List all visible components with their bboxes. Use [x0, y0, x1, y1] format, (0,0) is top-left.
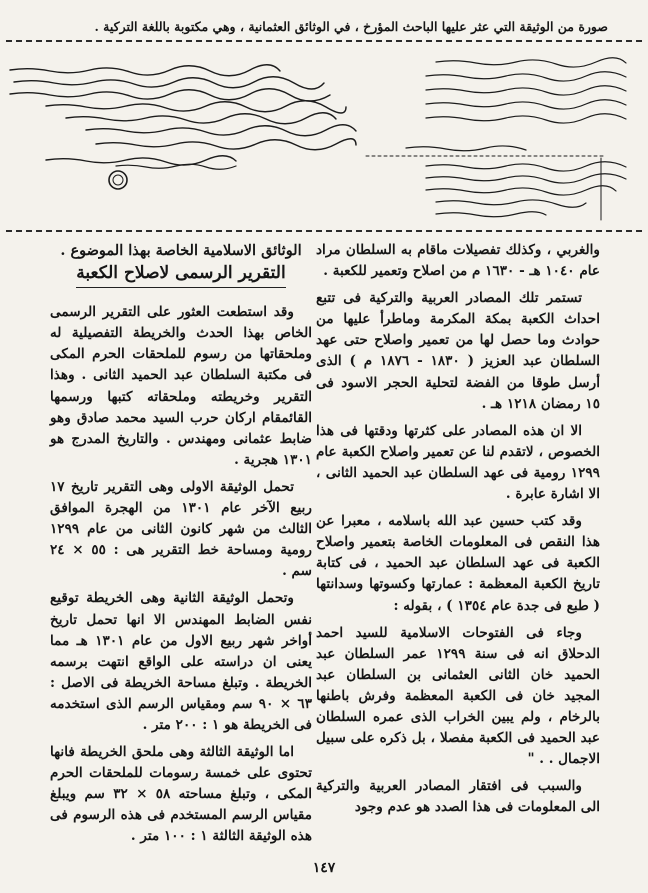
paragraph: تحمل الوثيقة الاولى وهى التقرير تاريخ ١٧ ربيع الآخر عام ١٣٠١ من الهجرة الموافق الثالث من شهر كانون الثانى من عام ١٢٩٩ رومية ومساحة خط التقرير هى : ٥٥ × ٢٤ سم . [50, 478, 312, 580]
paragraph: والسبب فى افتقار المصادر العربية والتركية الى المعلومات فى هذا الصدد هو عدم وجود [316, 778, 600, 816]
manuscript-scribbles [6, 48, 638, 224]
paragraph: الا ان هذه المصادر على كثرتها ودقتها فى هذا الخصوص ، لاتقدم لنا عن تعمير واصلاح الكعبة عام ١٢٩٩ رومية فى عهد السلطان عبد الحميد الثانى ، الا اشارة عابرة . [316, 422, 600, 503]
section-title-text: التقرير الرسمى لاصلاح الكعبة [76, 263, 285, 288]
section-heading: الوثائق الاسلامية الخاصة بهذا الموضوع . [60, 242, 302, 259]
paragraph: وقد استطعت العثور على التقرير الرسمى الخاص بهذا الحدث والخريطة التفصيلية له وملحقاتها من رسوم للملحقات الحرم المكى فى مكتبة السلطان عبد الحميد الثانى . وهذا التقرير وخريطته وملحقاته كتبها ورسمها القائمقام اركان حرب السيد محمد صادق وهو ضابط عثمانى ومهندس . والتاريخ المدرج هو ١٣٠١ هجرية . [50, 304, 312, 468]
top-dashed-divider [6, 40, 642, 42]
right-text-column [316, 240, 600, 824]
paragraph: اما الوثيقة الثالثة وهى ملحق الخريطة فانها تحتوى على خمسة رسومات للملحقات الحرم المكى ، وتبلغ مساحته ٥٨ × ٣٢ سم ويبلغ مقياس الرسم المستخدم فى هذه الرسوم فى هذه الوثيقة الثالثة ١ : ١٠٠ متر . [50, 744, 313, 845]
paragraph: وتحمل الوثيقة الثانية وهى الخريطة توقيع نفس الضابط المهندس الا انها تحمل تاريخ أواخر شهر ربيع الاول من عام ١٣٠١ هـ مما يعنى ان دراسته على الواقع انتهت برسمه الخريطة . وتبلغ مساحة الخريطة فى الاصل : ٦٣ × ٩٠ سم ومقياس الرسم الذى استخدمه فى الخريطة هو ١ : ٢٠٠ متر . [50, 590, 313, 733]
manuscript-image [6, 48, 638, 224]
bottom-dashed-divider [6, 230, 642, 232]
image-caption: صورة من الوثيقة التي عثر عليها الباحث المؤرخ ، في الوثائق العثمانية ، وهي مكتوبة باللغة التركية . [94, 19, 608, 34]
page-number: ١٤٧ [312, 860, 336, 876]
left-text-column [50, 240, 312, 854]
paragraph: تستمر تلك المصادر العربية والتركية فى تتبع احداث الكعبة بمكة المكرمة وماطرأ عليها من حوادث وما حصل لها من تعمير واصلاح حتى عهد السلطان عبد العزيز ( ١٨٣٠ - ١٨٧٦ م ) الذى أرسل طوقا من الفضة لتحلية الحجر الاسود فى ١٥ رمضان ١٢١٨ هـ . [316, 290, 600, 412]
section-title [50, 263, 312, 284]
paragraph: والغربي ، وكذلك تفصيلات ماقام به السلطان مراد عام ١٠٤٠ هـ - ١٦٣٠ م من اصلاح وتعمير للكعبة . [316, 242, 600, 280]
paragraph: وجاء فى الفتوحات الاسلامية للسيد احمد الدحلاق انه فى سنة ١٢٩٩ عمر السلطان عبد الحميد خان الثانى العثمانى بن السلطان عبد المجيد خان فى الكعبة المعظمة وفرش باطنها بالرخام ، ولم يبين الخراب الذى عمره السلطان عبد الحميد فى الكعبة مفصلا ، بل ذكره على سبيل الاجمال . . " [316, 624, 600, 768]
paragraph: وقد كتب حسين عبد الله باسلامه ، معبرا عن هذا النقص فى المعلومات الخاصة بتعمير واصلاح الكعبة فى عهد السلطان عبد الحميد ، فى كتابة تاريخ الكعبة المعظمة : عمارتها وكسوتها وسدانتها ( طبع فى جدة عام ١٣٥٤ ) ، بقوله : [316, 513, 600, 614]
